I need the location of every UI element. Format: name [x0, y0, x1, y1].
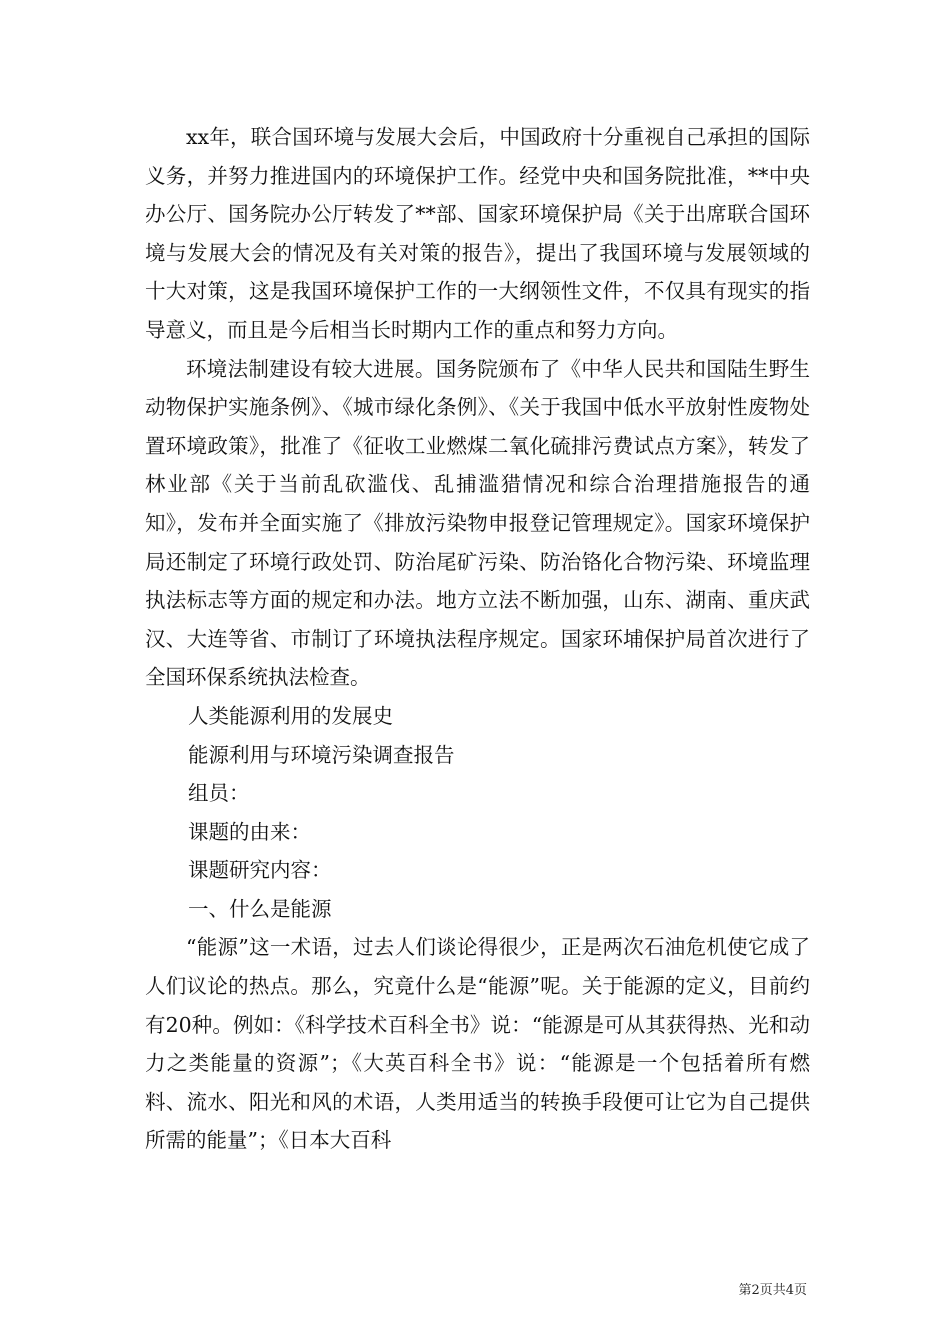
heading-topic-origin: 课题的由来：: [188, 819, 312, 844]
heading-energy-history: 人类能源利用的发展史: [188, 703, 394, 728]
page-number-footer: 第2页共4页: [738, 1283, 807, 1298]
heading-research-content: 课题研究内容：: [188, 858, 332, 883]
document-body: [145, 118, 810, 1160]
heading-report-title: 能源利用与环境污染调查报告: [188, 742, 455, 767]
heading-what-is-energy: 一、什么是能源: [188, 896, 332, 921]
paragraph-energy-definition: “能源”这一术语，过去人们谈论得很少，正是两次石油危机使它成了人们议论的热点。那么，究竟什么是“能源”呢。关于能源的定义，目前约有20种。例如：《科学技术百科全书》说：“能源是可从其获得热、光和动力之类能量的资源”；《大英百科全书》说：“能源是一个包括着所有燃料、流水、阳光和风的术语，人类用适当的转换手段便可让它为自己提供所需的能量”；《日本大百科: [145, 935, 810, 1153]
paragraph-environmental-law: 环境法制建设有较大进展。国务院颁布了《中华人民共和国陆生野生动物保护实施条例》、《城市绿化条例》、《关于我国中低水平放射性废物处置环境政策》，批准了《征收工业燃煤二氧化硫排污费试点方案》，转发了林业部《关于当前乱砍滥伐、乱捕滥猎情况和综合治理措施报告的通知》，发布并全面实施了《排放污染物申报登记管理规定》。国家环境保护局还制定了环境行政处罚、防治尾矿污染、防治铬化合物污染、环境监理执法标志等方面的规定和办法。地方立法不断加强，山东、湖南、重庆武汉、大连等省、市制订了环境执法程序规定。国家环埔保护局首次进行了全国环保系统执法检查。: [145, 356, 810, 690]
heading-members: 组员：: [188, 781, 250, 806]
paragraph-un-conference: xx年，联合国环境与发展大会后，中国政府十分重视自己承担的国际义务，并努力推进国内的环境保护工作。经党中央和国务院批准，**中央办公厅、国务院办公厅转发了**部、国家环境保护局《关于出席联合国环境与发展大会的情况及有关对策的报告》，提出了我国环境与发展领域的十大对策，这是我国环境保护工作的一大纲领性文件，不仅具有现实的指导意义，而且是今后相当长时期内工作的重点和努力方向。: [145, 125, 810, 342]
